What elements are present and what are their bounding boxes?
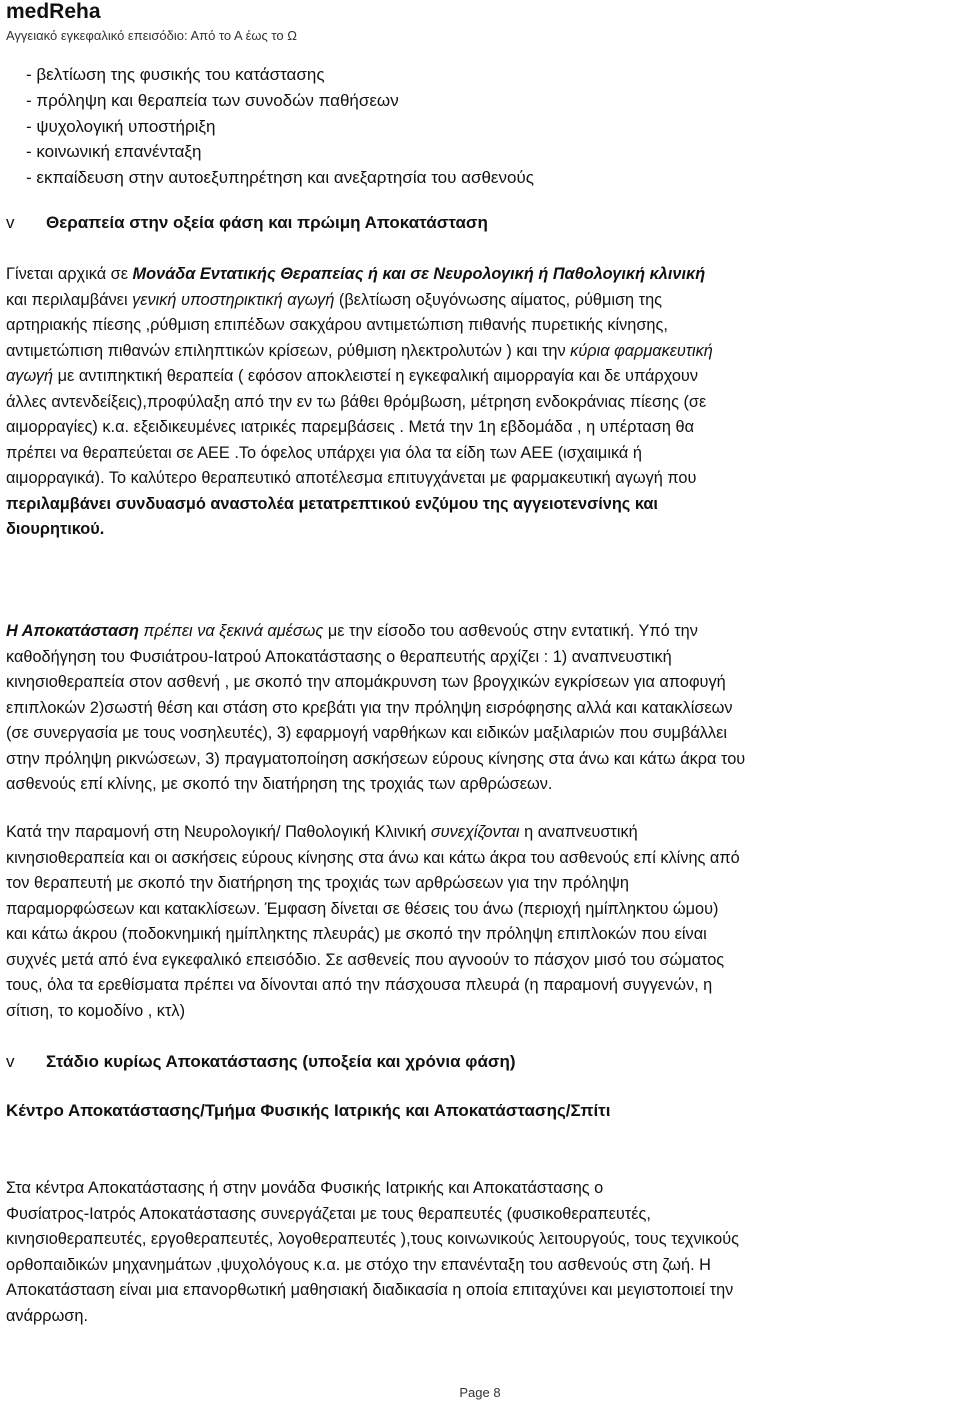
text-line: άλλες αντενδείξεις),προφύλαξη από την εν τω βάθει θρόμβωση, μέτρηση ενδοκράνιας πίεσης (σε <box>6 392 707 411</box>
text-line: (σε συνεργασία με τους νοσηλευτές), 3) εφαρμογή ναρθήκων και ειδικών μαξιλαριών που συμβάλλει <box>6 724 727 742</box>
text-line: περιλαμβάνει συνδυασμό αναστολέα μετατρεπτικού ενζύμου της αγγειοτενσίνης και <box>6 494 658 513</box>
text-line: ανάρρωση. <box>6 1306 88 1325</box>
centers-heading: Κέντρο Αποκατάστασης/Τμήμα Φυσικής Ιατρικής και Αποκατάστασης/Σπίτι <box>6 1101 611 1120</box>
paragraph-acute-treatment <box>6 262 954 543</box>
section-marker: v <box>6 1052 15 1071</box>
text-line: και περιλαμβάνει γενική υποστηρικτική αγωγή (βελτίωση οξυγόνωσης αίματος, ρύθμιση της <box>6 290 663 309</box>
text-line: και κάτω άκρου (ποδοκνημική ημίπληκτης πλευράς) με σκοπό την πρόληψη επιπλοκών που είναι <box>6 925 707 943</box>
text-line: Γίνεται αρχικά σε Μονάδα Εντατικής Θεραπείας ή και σε Νευρολογική ή Παθολογική κλινική <box>6 265 706 283</box>
text-line: Η Αποκατάσταση πρέπει να ξεκινά αμέσως με την είσοδο του ασθενούς στην εντατική. Υπό την <box>6 622 698 640</box>
text-line: αιμορραγίες) κ.α. εξειδικευμένες ιατρικές παρεμβάσεις . Μετά την 1η εβδομάδα , η υπέρταση θα <box>6 418 695 436</box>
text-line: Αποκατάσταση είναι μια επανορθωτική μαθησιακή διαδικασία η οποία επιταχύνει και μεγιστοποιεί την <box>6 1281 734 1299</box>
goals-list <box>26 62 534 191</box>
text-line: παραμορφώσεων και κατακλίσεων. Έμφαση δίνεται σε θέσεις του άνω (περιοχή ημίπληκτου ώμου) <box>6 899 719 918</box>
list-item: - εκπαίδευση στην αυτοεξυπηρέτηση και ανεξαρτησία του ασθενούς <box>26 168 534 188</box>
text-line: αρτηριακής πίεσης ,ρύθμιση επιπέδων σακχάρου αντιμετώπιση πιθανής πυρετικής κίνησης, <box>6 316 668 334</box>
page-number: Page 8 <box>459 1385 501 1400</box>
text-line: τον θεραπευτή με σκοπό την διατήρηση της τροχιάς των αρθρώσεων για την πρόληψη <box>6 874 629 892</box>
text-line: κινησιοθεραπεία και οι ασκήσεις εύρους κίνησης στα άνω και κάτω άκρα του ασθενούς επί κλίνης από <box>6 848 740 867</box>
text-line: συχνές μετά από ένα εγκεφαλικό επεισόδιο. Σε ασθενείς που αγνοούν το πάσχον μισό του σώματος <box>6 950 725 969</box>
section-heading-chronic: Στάδιο κυρίως Αποκατάστασης (υποξεία και χρόνια φάση) <box>46 1052 516 1071</box>
text-line: στην πρόληψη ρικνώσεων, 3) πραγματοποίηση ασκήσεων εύρους κίνησης στα άνω και κάτω άκρα του <box>6 749 746 768</box>
text-line: αγωγή με αντιπηκτική θεραπεία ( εφόσον αποκλειστεί η εγκεφαλική αιμορραγία και δε υπάρχουν <box>6 367 698 385</box>
paragraph-clinic-stay <box>6 820 954 1024</box>
text-line: τους, όλα τα ερεθίσματα πρέπει να δίνονται από την πάσχουσα πλευρά (η παραμονή συγγενών, η <box>6 976 713 994</box>
text-line: αντιμετώπιση πιθανών επιληπτικών κρίσεων, ρύθμιση ηλεκτρολυτών ) και την κύρια φαρμακευτική <box>6 341 713 360</box>
paragraph-rehab-centers <box>6 1176 954 1329</box>
list-item: - κοινωνική επανένταξη <box>26 142 202 162</box>
text-line: Στα κέντρα Αποκατάστασης ή στην μονάδα Φυσικής Ιατρικής και Αποκατάστασης ο <box>6 1179 604 1197</box>
site-title: medReha <box>6 0 101 23</box>
text-line: κινησιοθεραπεία στον ασθενή , με σκοπό την απομάκρυνση των βρογχικών εγκρίσεων για αποφυγή <box>6 673 726 691</box>
list-item: - βελτίωση της φυσικής του κατάστασης <box>26 65 325 84</box>
text-line: ασθενούς επί κλίνης, με σκοπό την διατήρηση της τροχιάς των αρθρώσεων. <box>6 775 553 793</box>
text-line: ορθοπαιδικών μηχανημάτων ,ψυχολόγους κ.α. με στόχο την επανένταξη του ασθενούς στη ζωή. Η <box>6 1255 711 1274</box>
paragraph-rehab-start <box>6 619 954 798</box>
section-marker: v <box>6 213 15 232</box>
list-item: - πρόληψη και θεραπεία των συνοδών παθήσεων <box>26 90 399 110</box>
text-line: επιπλοκών 2)σωστή θέση και στάση στο κρεβάτι για την πρόληψη εισρόφησης αλλά και κατακλίσεων <box>6 698 733 717</box>
text-line: αιμορραγικά). Το καλύτερο θεραπευτικό αποτέλεσμα επιτυγχάνεται με φαρμακευτική αγωγή που <box>6 469 697 487</box>
text-line: διουρητικού. <box>6 520 105 538</box>
text-line: Φυσίατρος-Ιατρός Αποκατάστασης συνεργάζεται με τους θεραπευτές (φυσικοθεραπευτές, <box>6 1204 651 1223</box>
text-line: Κατά την παραμονή στη Νευρολογική/ Παθολογική Κλινική συνεχίζονται η αναπνευστική <box>6 823 638 841</box>
text-line: καθοδήγηση του Φυσιάτρου-Ιατρού Αποκατάστασης ο θεραπευτής αρχίζει : 1) αναπνευστική <box>6 647 672 666</box>
text-line: σίτιση, το κομοδίνο , κτλ) <box>6 1001 185 1020</box>
section-heading-acute: Θεραπεία στην οξεία φάση και πρώιμη Αποκατάσταση <box>46 213 488 232</box>
text-line: πρέπει να θεραπεύεται σε ΑΕΕ .Το όφελος υπάρχει για όλα τα είδη των ΑΕΕ (ισχαιμικά ή <box>6 443 642 462</box>
site-subtitle: Αγγειακό εγκεφαλικό επεισόδιο: Από το Α έως το Ω <box>6 28 297 43</box>
text-line: κινησιοθεραπευτές, εργοθεραπευτές, λογοθεραπευτές ),τους κοινωνικούς λειτουργούς, τους τεχνικούς <box>6 1230 739 1248</box>
list-item: - ψυχολογική υποστήριξη <box>26 116 216 136</box>
